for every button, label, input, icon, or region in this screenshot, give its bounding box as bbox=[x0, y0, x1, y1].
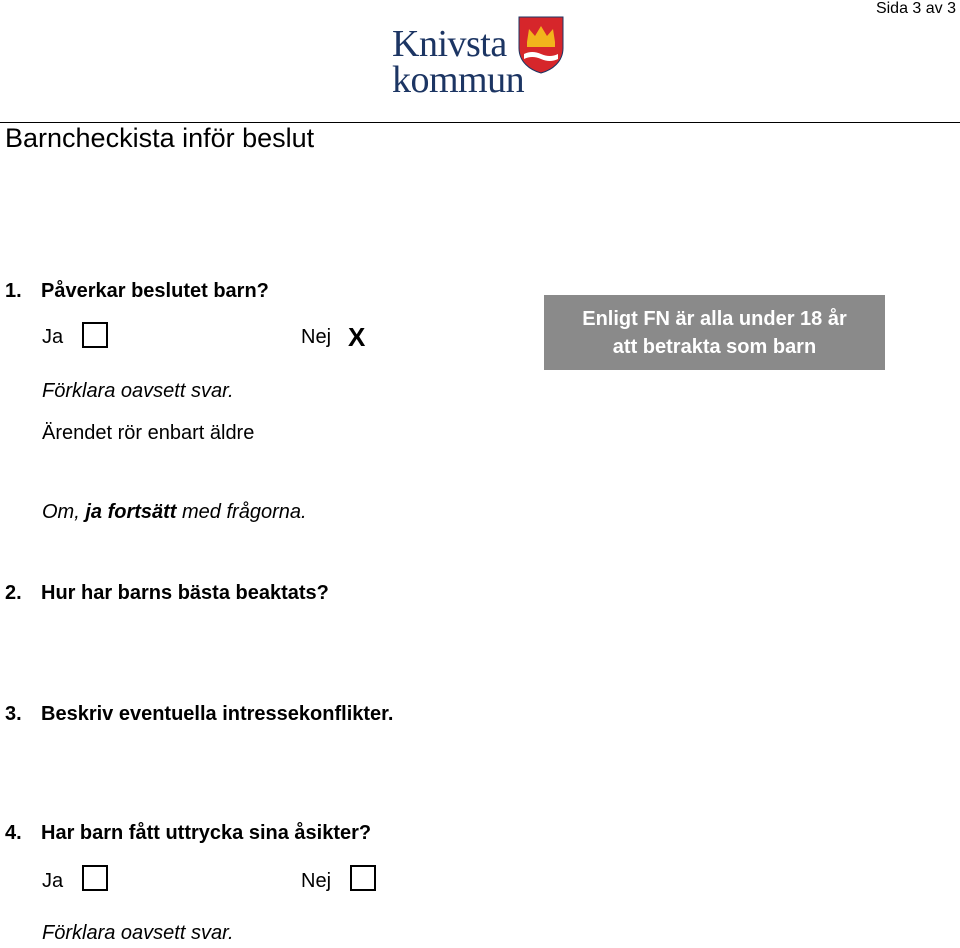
logo-line2: kommun bbox=[392, 59, 525, 101]
q4-no-checkbox[interactable] bbox=[350, 865, 376, 891]
logo-line1: Knivsta bbox=[392, 23, 507, 65]
page-number: Sida 3 av 3 bbox=[875, 0, 956, 17]
question-4 bbox=[5, 822, 371, 845]
document-title: Barncheckista inför beslut bbox=[5, 123, 315, 153]
question-text: Påverkar beslutet barn? bbox=[41, 280, 269, 302]
q1-no-checkbox[interactable]: X bbox=[348, 322, 366, 352]
q1-explain-label: Förklara oavsett svar. bbox=[42, 380, 234, 402]
question-number: 4. bbox=[5, 822, 22, 844]
knivsta-kommun-logo bbox=[392, 16, 568, 101]
q4-yes-checkbox[interactable] bbox=[82, 865, 108, 891]
q4-explain-label: Förklara oavsett svar. bbox=[42, 922, 234, 944]
q1-yes-checkbox[interactable] bbox=[82, 322, 108, 348]
q4-yes-label: Ja bbox=[42, 870, 64, 892]
info-box-line2: att betrakta som barn bbox=[612, 335, 817, 358]
hint-suffix: med frågorna. bbox=[176, 501, 307, 523]
continue-hint bbox=[42, 501, 307, 524]
question-text: Har barn fått uttrycka sina åsikter? bbox=[41, 822, 372, 844]
q1-no-label: Nej bbox=[301, 326, 332, 348]
question-3 bbox=[5, 703, 393, 726]
info-box bbox=[544, 295, 885, 370]
q4-no-label: Nej bbox=[301, 870, 332, 892]
question-2 bbox=[5, 582, 329, 605]
hint-bold: ja fortsätt bbox=[85, 501, 177, 523]
question-1 bbox=[5, 280, 269, 303]
question-number: 2. bbox=[5, 582, 22, 604]
info-box-line1: Enligt FN är alla under 18 år bbox=[582, 307, 847, 330]
coat-of-arms-icon bbox=[518, 16, 564, 74]
hint-prefix: Om, bbox=[42, 501, 86, 523]
question-number: 1. bbox=[5, 280, 22, 302]
question-text: Hur har barns bästa beaktats? bbox=[41, 582, 329, 604]
q1-answer-text[interactable]: Ärendet rör enbart äldre bbox=[42, 422, 255, 444]
q1-yes-label: Ja bbox=[42, 326, 64, 348]
question-number: 3. bbox=[5, 703, 22, 725]
question-text: Beskriv eventuella intressekonflikter. bbox=[41, 703, 394, 725]
